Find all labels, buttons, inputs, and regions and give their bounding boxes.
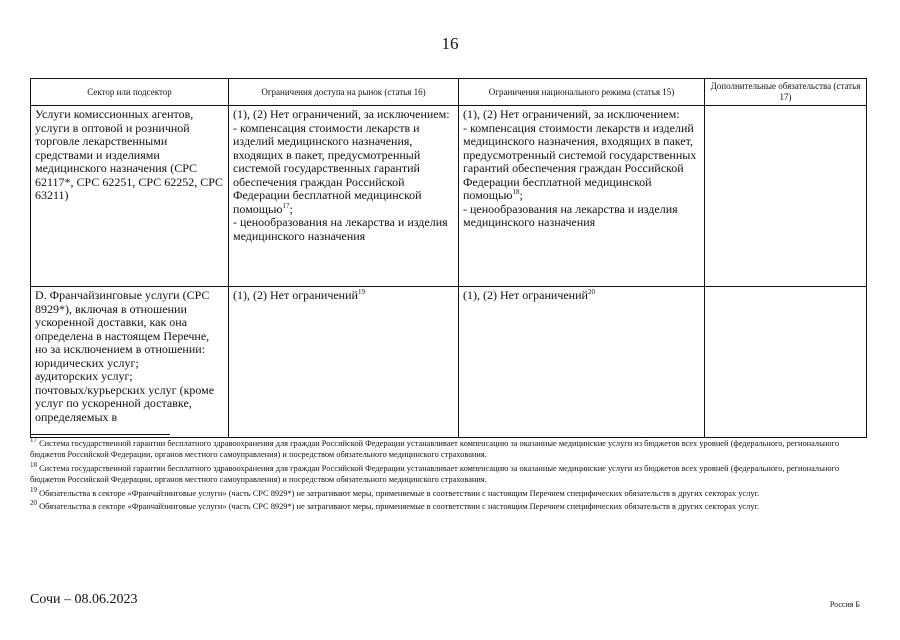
footnote-ref-18[interactable]: 18 bbox=[512, 188, 520, 196]
footnote-ref-17[interactable]: 17 bbox=[282, 201, 290, 210]
footnote-19 bbox=[30, 485, 866, 499]
footnote-number: 18 bbox=[30, 461, 37, 470]
footnotes bbox=[30, 438, 866, 514]
sector-cell bbox=[31, 287, 229, 438]
sector-text: D. Франчайзинговые услуги (СРС 8929*), включая в отношении ускоренной доставки, как она определена в настоящем Перечне, но за исключением в отношении: bbox=[35, 289, 210, 356]
sector-cell bbox=[31, 106, 229, 287]
header-market-access: Ограничения доступа на рынок (статья 16) bbox=[229, 79, 459, 106]
commitments-table bbox=[30, 78, 867, 438]
footer-place-date: Сочи – 08.06.2023 bbox=[30, 592, 138, 607]
market-access-cell bbox=[229, 287, 459, 438]
national-treatment-cell bbox=[459, 287, 705, 438]
footnote-separator bbox=[30, 434, 170, 435]
footnote-ref-20[interactable]: 20 bbox=[587, 288, 595, 296]
punctuation: ; bbox=[289, 201, 293, 216]
additional-commitments-cell bbox=[705, 106, 867, 287]
page-number: 16 bbox=[441, 34, 459, 53]
punctuation: ; bbox=[519, 188, 523, 202]
footer-country: Россия Б bbox=[829, 600, 860, 609]
sector-exclusion: аудиторских услуг; bbox=[35, 369, 133, 383]
national-treatment-text: (1), (2) Нет ограничений bbox=[463, 288, 588, 302]
header-sector: Сектор или подсектор bbox=[31, 79, 229, 106]
table-row bbox=[31, 106, 867, 287]
sector-text: Услуги комиссионных агентов, услуги в оптовой и розничной торговле лекарственными средствами и изделиями медицинского назначения (СРС 62117*, СРС 62251, СРС 62252, СРС 63211) bbox=[35, 107, 224, 202]
table-row bbox=[31, 287, 867, 438]
footnote-20 bbox=[30, 501, 866, 512]
footnote-number: 17 bbox=[30, 436, 37, 445]
sector-exclusion: почтовых/курьерских услуг (кроме услуг по ускоренной доставке, определяемых в bbox=[35, 382, 215, 424]
footnote-text: Система государственной гарантии бесплатного здравоохранения для граждан Российской Федерации устанавливает компенсацию за оказанные медицинские услуги из бюджетов всех уровней (федерального, регионального бюджетов Российской Федерации, органов местного самоуправления) и посредством обязательного медицинского страхования. bbox=[30, 439, 840, 460]
national-treatment-intro: (1), (2) Нет ограничений, за исключением: bbox=[463, 107, 680, 121]
national-treatment-cell bbox=[459, 106, 705, 287]
footnote-ref-19[interactable]: 19 bbox=[357, 288, 365, 296]
table-header-row bbox=[31, 79, 867, 106]
market-access-item: - компенсация стоимости лекарств и изделий медицинского назначения, входящих в пакет, предусмотренный системой государственных гарантий обеспечения граждан Российской Федерации бесплатной медицинской помощью bbox=[233, 120, 422, 216]
market-access-text: (1), (2) Нет ограничений bbox=[233, 288, 358, 302]
header-national-treatment: Ограничения национального режима (статья 15) bbox=[459, 79, 705, 106]
footnote-18 bbox=[30, 463, 866, 486]
additional-commitments-cell bbox=[705, 287, 867, 438]
footnote-text: Система государственной гарантии бесплатного здравоохранения для граждан Российской Федерации устанавливает компенсацию за оказанные медицинские услуги из бюджетов всех уровней (федерального, регионального бюджетов Российской Федерации, органов местного самоуправления) и посредством обязательного медицинского страхования. bbox=[30, 463, 840, 485]
national-treatment-item: - ценообразования на лекарства и изделия медицинского назначения bbox=[463, 201, 678, 229]
sector-exclusion: юридических услуг; bbox=[35, 355, 139, 370]
footnote-17 bbox=[30, 438, 866, 461]
market-access-item: - ценообразования на лекарства и изделия медицинского назначения bbox=[233, 215, 448, 243]
footnote-text: Обязательства в секторе «Франчайзинговые услуги» (часть СРС 8929*) не затрагивают меры, применяемые в соответствии с настоящим Перечнем специфических обязательств в других секторах услуг. bbox=[39, 502, 760, 512]
footnote-number: 20 bbox=[30, 499, 37, 508]
footnote-text: Обязательства в секторе «Франчайзинговые услуги» (часть СРС 8929*) не затрагивают меры, применяемые в соответствии с настоящим Перечнем специфических обязательств в других секторах услуг. bbox=[39, 488, 760, 498]
market-access-intro: (1), (2) Нет ограничений, за исключением: bbox=[233, 107, 450, 121]
header-additional-commitments: Дополнительные обязательства (статья 17) bbox=[705, 79, 867, 106]
national-treatment-item: - компенсация стоимости лекарств и изделий медицинского назначения, входящих в пакет, предусмотренный системой государственных гарантий обеспечения граждан Российской Федерации бесплатной медицинской помощью bbox=[463, 120, 697, 202]
market-access-cell bbox=[229, 106, 459, 287]
footnote-number: 19 bbox=[30, 485, 37, 494]
